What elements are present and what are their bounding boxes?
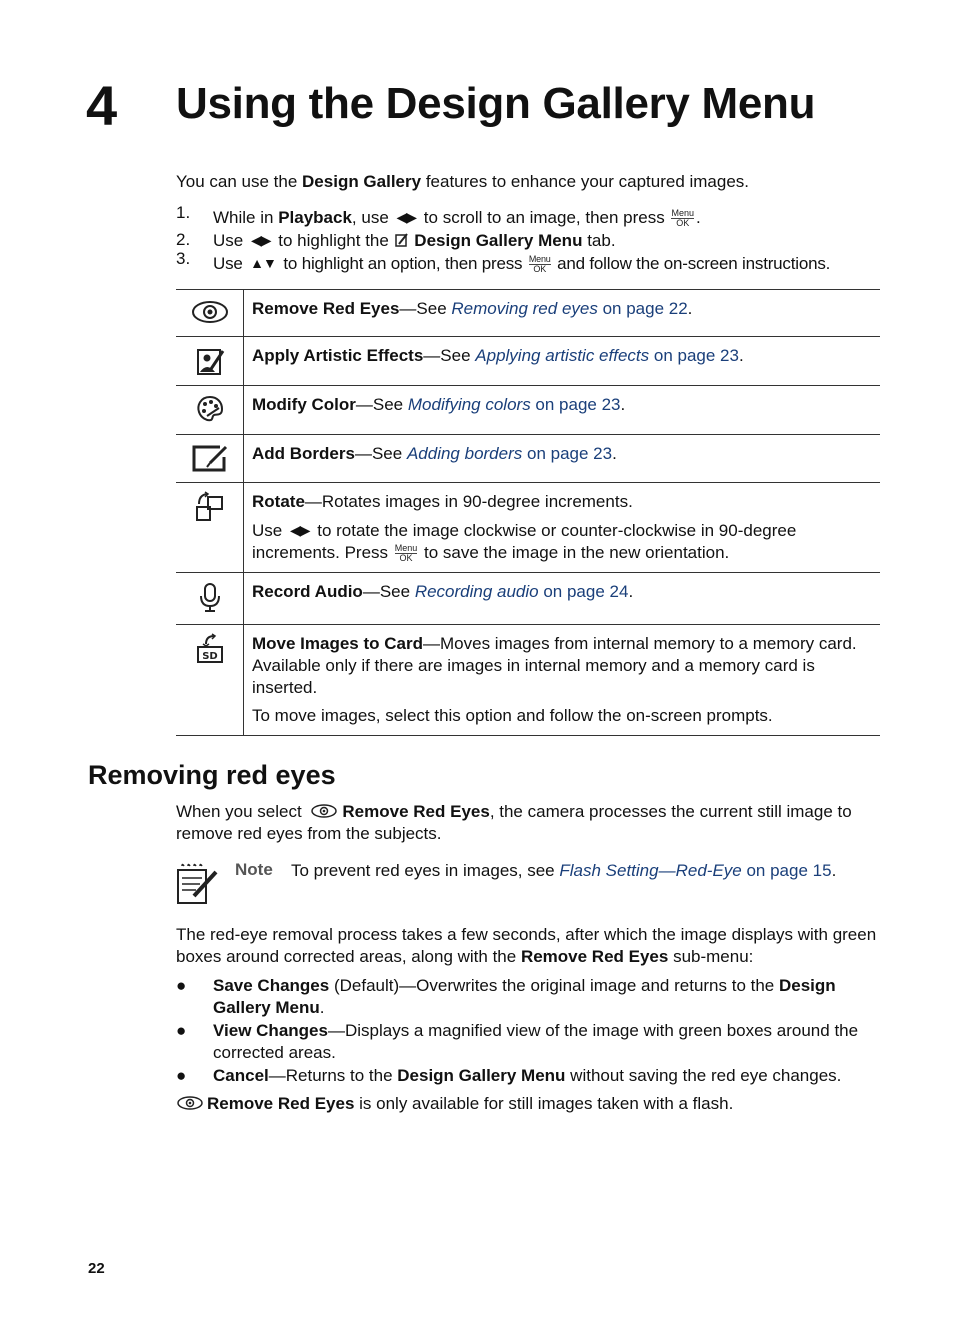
link-flash-setting[interactable]: Flash Setting—Red-Eye bbox=[559, 861, 742, 880]
note-label: Note bbox=[235, 860, 273, 879]
link-applying-artistic-effects[interactable]: Applying artistic effects bbox=[475, 346, 650, 365]
note-icon bbox=[176, 862, 218, 906]
rotate-icon bbox=[194, 491, 226, 523]
design-gallery-options-table bbox=[176, 289, 880, 736]
section-heading: Removing red eyes bbox=[88, 760, 336, 790]
palette-icon bbox=[195, 394, 225, 424]
table-row: Remove Red Eyes—See Removing red eyes on page 22. bbox=[176, 290, 880, 337]
border-icon bbox=[190, 443, 230, 473]
table-row: Apply Artistic Effects—See Applying artistic effects on page 23. bbox=[176, 337, 880, 386]
artistic-effects-icon bbox=[195, 345, 225, 377]
table-row: Modify Color—See Modifying colors on page 23. bbox=[176, 386, 880, 435]
eye-icon bbox=[176, 1095, 204, 1111]
link-removing-red-eyes[interactable]: Removing red eyes bbox=[451, 299, 598, 318]
list-item: ● Save Changes (Default)—Overwrites the original image and returns to the Design Gallery Menu. bbox=[176, 976, 836, 1017]
design-gallery-icon bbox=[394, 232, 410, 248]
page-number: 22 bbox=[88, 1260, 105, 1277]
list-item: ● Cancel—Returns to the Design Gallery Menu without saving the red eye changes. bbox=[176, 1066, 842, 1085]
microphone-icon bbox=[197, 581, 223, 613]
menu-ok-button-icon: Menu OK bbox=[528, 254, 551, 275]
link-adding-borders[interactable]: Adding borders bbox=[406, 444, 523, 463]
left-right-arrows-icon: ◀▶ bbox=[396, 209, 417, 225]
section-paragraph-2: The red-eye removal process takes a few seconds, after which the image displays with green boxes around corrected areas, along with the Remove Red Eyes sub-menu: bbox=[176, 925, 877, 966]
table-row: Record Audio—See Recording audio on page 24. bbox=[176, 573, 880, 625]
menu-ok-button-icon: Menu OK bbox=[671, 208, 694, 229]
chapter-number: 4 bbox=[86, 74, 118, 137]
up-down-arrows-icon: ▲▼ bbox=[250, 255, 276, 271]
section-paragraph-1: When you select Remove Red Eyes, the camera processes the current still image to remove red eyes from the subjects. bbox=[176, 802, 852, 843]
left-right-arrows-icon: ◀▶ bbox=[250, 232, 271, 248]
table-row: Add Borders—See Adding borders on page 23. bbox=[176, 435, 880, 483]
table-row: SD Move Images to Card—Moves images from internal memory to a memory card. Available only if there are images in internal memory and a memory card is inserted. To move images, select this option and follow the on-screen prompts. bbox=[176, 625, 880, 736]
left-right-arrows-icon: ◀▶ bbox=[289, 522, 310, 538]
chapter-title: Using the Design Gallery Menu bbox=[176, 79, 816, 128]
submenu-options-list bbox=[176, 975, 886, 1088]
list-item: ● View Changes—Displays a magnified view of the image with green boxes around the corrected areas. bbox=[176, 1021, 859, 1062]
intro-paragraph: You can use the Design Gallery features to enhance your captured images. bbox=[176, 172, 750, 191]
sd-card-icon bbox=[194, 633, 226, 665]
section-final-note: Remove Red Eyes is only available for still images taken with a flash. bbox=[176, 1093, 880, 1115]
svg-text:SD: SD bbox=[201, 651, 218, 662]
link-recording-audio[interactable]: Recording audio bbox=[414, 582, 539, 601]
table-row: Rotate—Rotates images in 90-degree increments. Use ◀▶ to rotate the image clockwise or counter-clockwise in 90-degree increments. Press Menu OK to save the image in the new orientation. bbox=[176, 483, 880, 573]
menu-ok-button-icon: Menu OK bbox=[394, 543, 418, 564]
link-modifying-colors[interactable]: Modifying colors bbox=[407, 395, 531, 414]
eye-icon bbox=[310, 803, 338, 819]
eye-icon bbox=[190, 298, 230, 326]
